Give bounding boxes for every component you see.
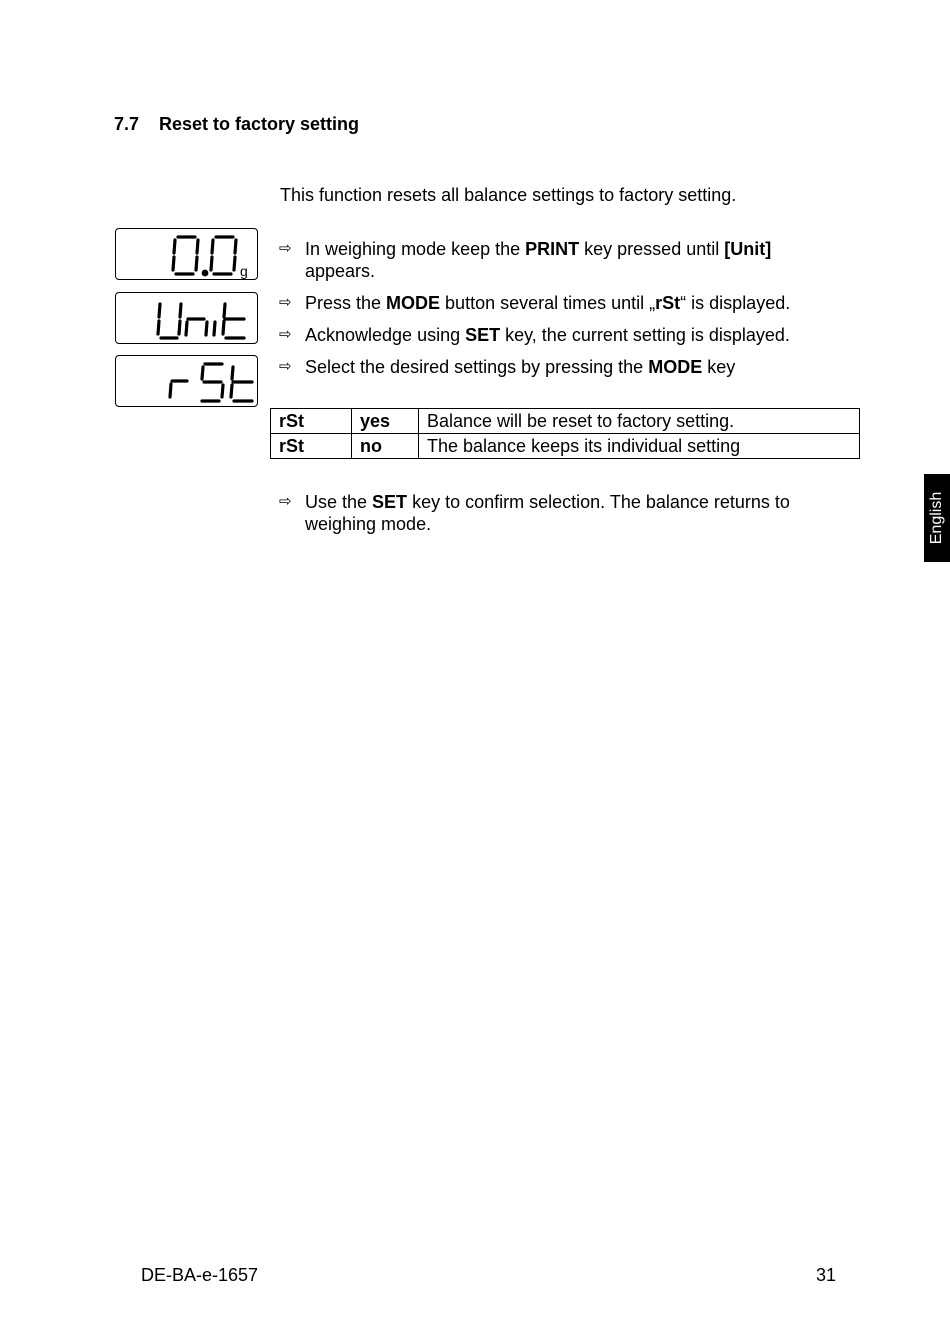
instruction-step [279,238,839,282]
arrow-right-icon: ⇨ [279,294,292,311]
step-text: Select the desired settings by pressing the [305,357,649,377]
step-keyword: [Unit] [724,239,772,259]
steps-list-before [279,238,839,388]
step-keyword: PRINT [525,239,580,259]
display-rst [115,355,258,407]
step-text: button several times until „ [440,293,656,313]
step-text: key, the current setting is displayed. [500,325,790,345]
intro-paragraph: This function resets all balance settings to factory setting. [280,185,737,205]
display-unit [115,292,258,344]
settings-table [270,408,860,459]
setting-value-cell: no [352,434,419,459]
display-zero [115,228,258,280]
setting-code-cell: rSt [271,434,352,459]
setting-code-cell: rSt [271,409,352,434]
section-number: 7.7 [114,114,140,134]
arrow-right-icon: ⇨ [279,358,292,375]
instruction-step [279,356,839,378]
setting-description-cell: The balance keeps its individual setting [419,434,860,459]
lcd-zero-graphic [116,229,258,280]
lcd-rst-graphic [116,356,258,407]
arrow-right-icon: ⇨ [279,493,292,510]
step-text: appears. [305,261,376,281]
step-keyword: rSt [655,293,681,313]
step-text: key to confirm selection. The balance returns to weighing mode. [305,492,790,534]
step-text: key pressed until [579,239,725,259]
language-tab [924,474,950,562]
arrow-right-icon: ⇨ [279,326,292,343]
language-tab-label: English [928,491,945,545]
arrow-right-icon: ⇨ [279,240,292,257]
step-keyword: MODE [648,357,703,377]
step-text: key [702,357,736,377]
step-text: In weighing mode keep the [305,239,526,259]
table-row [271,434,860,459]
footer-page-number: 31 [816,1265,837,1285]
step-text: Press the [305,293,387,313]
setting-description-cell: Balance will be reset to factory setting. [419,409,860,434]
section-heading [114,114,359,135]
footer-doc-id: DE-BA-e-1657 [141,1265,259,1285]
step-text: Use the [305,492,373,512]
section-title: Reset to factory setting [159,114,360,134]
instruction-step [279,491,839,535]
setting-value-cell: yes [352,409,419,434]
step-text: “ is displayed. [680,293,791,313]
lcd-unit-label: g [240,263,248,279]
step-text: Acknowledge using [305,325,466,345]
step-keyword: SET [465,325,501,345]
instruction-step [279,324,839,346]
steps-list-after [279,491,839,545]
step-keyword: SET [372,492,408,512]
table-row [271,409,860,434]
step-keyword: MODE [386,293,441,313]
lcd-unit-graphic [116,293,258,344]
instruction-step [279,292,839,314]
